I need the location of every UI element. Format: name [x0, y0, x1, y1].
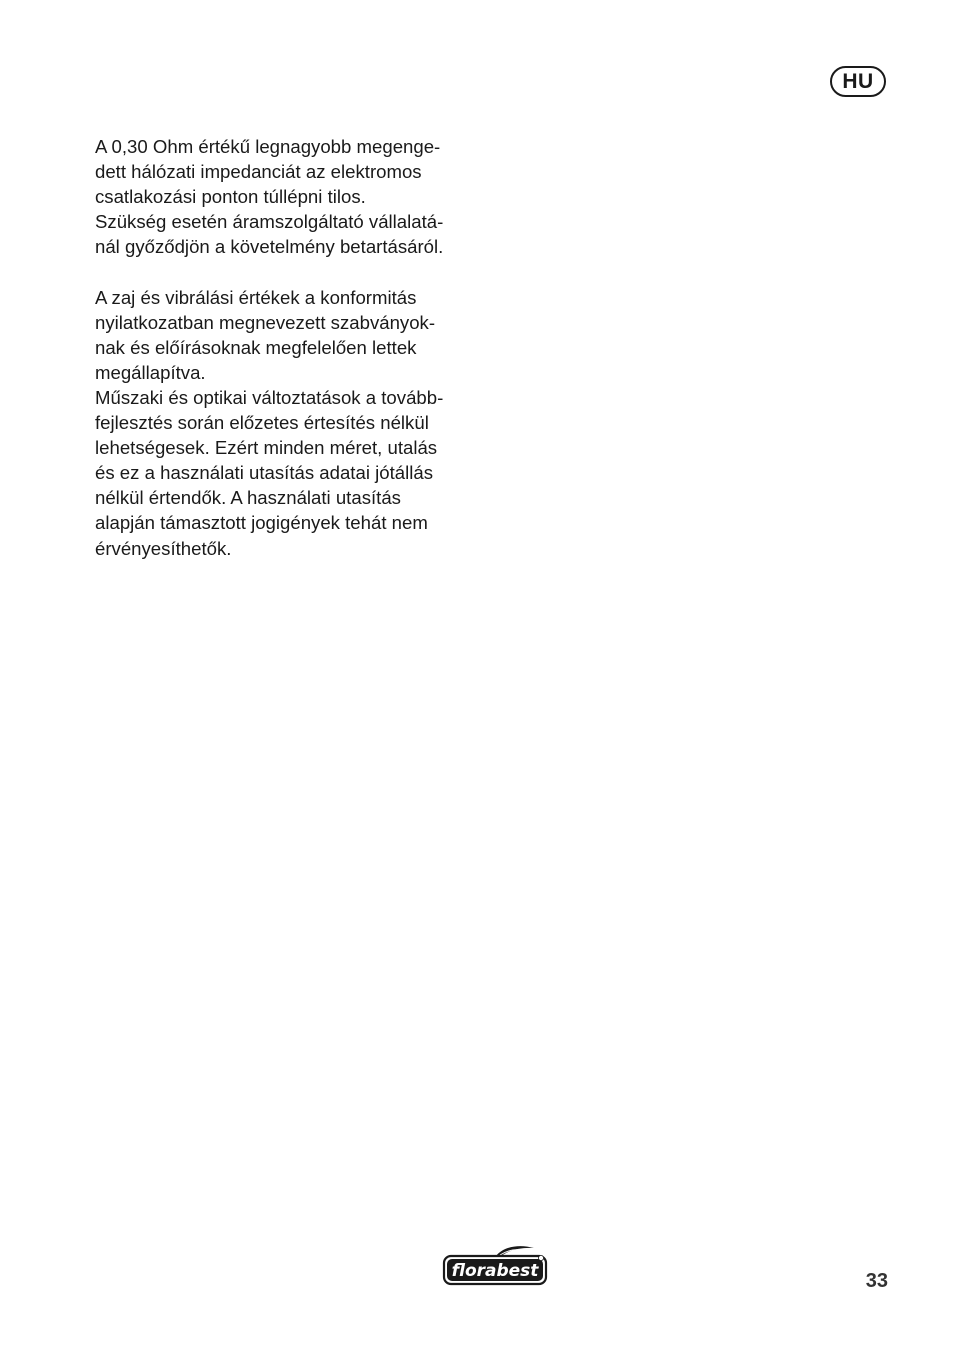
text-line: alapján támasztott jogigények tehát nem [95, 512, 428, 534]
text-line: dett hálózati impedanciát az elektromos [95, 161, 422, 183]
text-line: fejlesztés során előzetes értesítés nélkül [95, 412, 429, 434]
svg-text:florabest: florabest [451, 1261, 539, 1281]
paragraph-noise-vibration [95, 285, 495, 561]
language-badge [830, 66, 886, 97]
text-line: Műszaki és optikai változtatások a tovább- [95, 386, 444, 408]
language-badge-label: HU [842, 69, 874, 93]
text-line: érvényesíthetők. [95, 537, 232, 559]
body-text [95, 134, 495, 561]
text-line: megállapítva. [95, 361, 206, 383]
paragraph-impedance [95, 134, 495, 259]
florabest-logo [442, 1244, 548, 1286]
text-line: és ez a használati utasítás adatai jótállás [95, 462, 433, 484]
text-line: nak és előírásoknak megfelelően lettek [95, 336, 417, 358]
text-line: nál győződjön a követelmény betartásáról. [95, 236, 444, 258]
text-line: nélkül értendők. A használati utasítás [95, 487, 401, 509]
text-line: A 0,30 Ohm értékű legnagyobb megenge- [95, 136, 441, 157]
text-line: Szükség esetén áramszolgáltató vállalatá- [95, 211, 444, 233]
text-line: lehetségesek. Ezért minden méret, utalás [95, 437, 438, 459]
text-line: nyilatkozatban megnevezett szabványok- [95, 311, 436, 333]
text-line: A zaj és vibrálási értékek a konformitás [95, 286, 417, 308]
text-line: csatlakozási ponton túllépni tilos. [95, 186, 366, 208]
florabest-logo-graphic [442, 1244, 548, 1286]
page-number: 33 [865, 1270, 888, 1292]
paragraph-spacer [95, 259, 495, 284]
